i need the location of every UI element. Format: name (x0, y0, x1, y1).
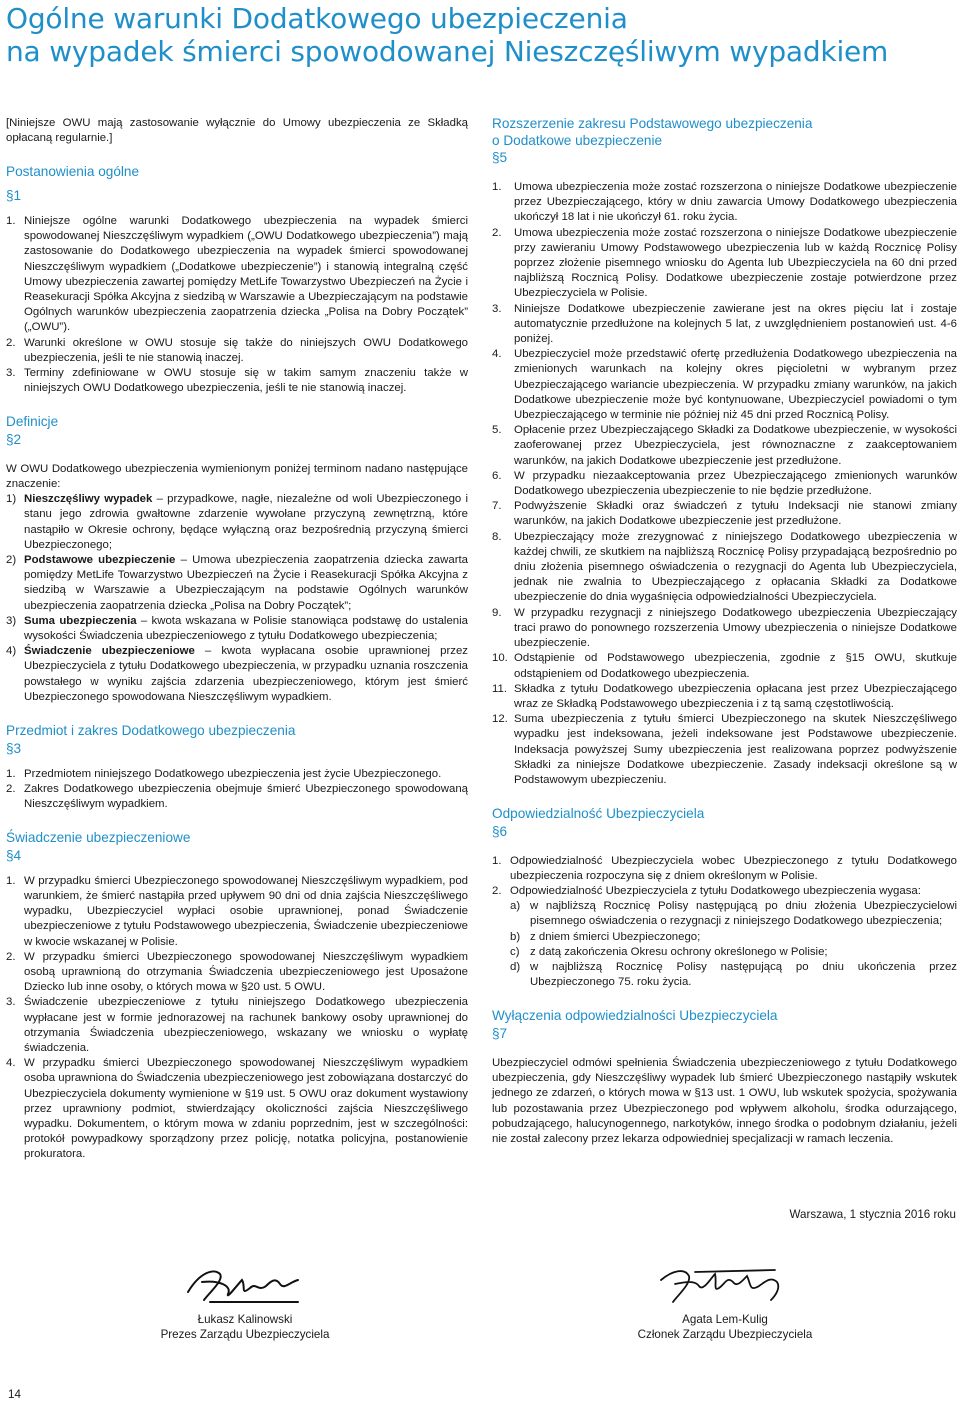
section-3-number: §3 (6, 740, 22, 756)
section-2-heading: Definicje (6, 414, 59, 430)
list-item: 3. Świadczenie ubezpieczeniowe z tytułu niniejszego Dodatkowego ubezpieczenia wypłacane jest w formie jednorazowej na rachunek bankowy osoby uprawnionej do otrzymania Świadczenia ubezpieczeniowego, wskazany we wniosku o wypłatę świadczenia. (6, 996, 468, 1054)
signatory-1-title: Prezes Zarządu Ubezpieczyciela (160, 1328, 330, 1341)
list-item: d) w najbliższą Rocznicę Polisy następującą po dniu ukończenia przez Ubezpieczonego 75. roku życia. (510, 961, 957, 989)
list-item: a) w najbliższą Rocznicę Polisy następującą po dniu złożenia Ubezpieczycielowi pisemnego oświadczenia o rezygnacji z niniejszego Dodatkowego ubezpieczenia; (510, 900, 957, 928)
list-item: 3. Niniejsze Dodatkowe ubezpieczenie zawierane jest na okres pięciu lat i zostaje automatycznie przedłużone na kolejnych 5 lat, z uwzględnieniem postanowień ust. 4-6 poniżej. (492, 302, 957, 346)
list-item: 1. W przypadku śmierci Ubezpieczonego spowodowanej Nieszczęśliwym wypadkiem, pod warunkiem, że śmierć nastąpiła przed upływem 90 dni od dnia zajścia Nieszczęśliwego wypadku, Ubezpieczyciel wypłaci osobie uprawnionej, ponad Świadczenie ubezpieczeniowe z tytułu Podstawowego ubezpieczenia, Świadczenie ubezpieczeniowe w kwocie wskazanej w Polisie. (6, 874, 468, 948)
place-date: Warszawa, 1 stycznia 2016 roku (789, 1208, 956, 1221)
section-7-text: Ubezpieczyciel odmówi spełnienia Świadczenia ubezpieczeniowego z tytułu Dodatkowego ubezpieczenia, gdy Nieszczęśliwy wypadek lub śmierć Ubezpieczonego nastąpiły wskutek jednego ze zdarzeń, o których mowa w §13 ust. 1 OWU, lub wskutek spożycia, spożywania lub pozostawania przez Ubezpieczonego pod wpływem alkoholu, środka odurzającego, pobudzającego, halucynogennego, narkotyków, innego środka o podobnym działaniu, jeżeli nie został zalecony przez lekarza odpowiedniej specjalizacji w ramach leczenia. (492, 1056, 957, 1145)
signatory-2-title: Członek Zarządu Ubezpieczyciela (637, 1328, 813, 1341)
list-item: 1. Umowa ubezpieczenia może zostać rozszerzona o niniejsze Dodatkowe ubezpieczenie przez Ubezpieczającego, który w dniu zawarcia Umowy Dodatkowego ubezpieczenia ukończył 18 lat i nie ukończył 61. roku życia. (492, 181, 957, 224)
page-number: 14 (8, 1388, 21, 1401)
list-item: 2. Odpowiedzialność Ubezpieczyciela z tytułu Dodatkowego ubezpieczenia wygasa: (492, 885, 921, 898)
list-item: 10. Odstąpienie od Podstawowego ubezpieczenia, zgodnie z §15 OWU, skutkuje odstąpieniem od Dodatkowego ubezpieczenia. (492, 652, 957, 680)
definition-item: 3) Suma ubezpieczenia – kwota wskazana w Polisie stanowiąca podstawę do ustalenia wysokości Świadczenia ubezpieczeniowego z tytułu Dodatkowego ubezpieczenia; (6, 614, 468, 643)
left-column (6, 116, 468, 1163)
section-6-heading: Odpowiedzialność Ubezpieczyciela (492, 806, 705, 822)
handwritten-signature-2 (655, 1262, 795, 1306)
list-item: 1. Niniejsze ogólne warunki Dodatkowego ubezpieczenia na wypadek śmierci spowodowanej Nieszczęśliwym wypadkiem („OWU Dodatkowego ubezpieczenia”) mają zastosowanie do Dodatkowego ubezpieczenia na wypadek śmierci spowodowanej Nieszczęśliwym wypadkiem („Dodatkowe ubezpieczenie”) i stanowią integralną część Umowy ubezpieczenia zawartej pomiędzy MetLife Towarzystwo Ubezpieczeń na Życie i Reasekuracji Spółka Akcyjna z siedzibą w Warszawie a Ubezpieczającym na podstawie Ogólnych warunków ubezpieczenia zaopatrzenia dziecka „Polisa na Dobry Początek” („OWU”). (6, 214, 468, 334)
definition-item: 4) Świadczenie ubezpieczeniowe – kwota wypłacana osobie uprawnionej przez Ubezpieczyciela z tytułu Dodatkowego ubezpieczenia, w przypadku uznania roszczenia powstałego w wyniku zajścia zdarzenia ubezpieczeniowego, którym jest śmierć Ubezpieczonego spowodowana Nieszczęśliwym wypadkiem. (6, 645, 469, 703)
definitions-list (6, 492, 468, 705)
signature-block-board-member (610, 1262, 840, 1342)
list-item: 2. Zakres Dodatkowego ubezpieczenia obejmuje śmierć Ubezpieczonego spowodowaną Nieszczęśliwym wypadkiem. (6, 782, 468, 810)
list-item: 2. Warunki określone w OWU stosuje się także do niniejszych OWU Dodatkowego ubezpieczenia, jeśli te nie stanowią inaczej. (6, 336, 468, 364)
right-column (492, 116, 957, 1147)
list-item: 9. W przypadku rezygnacji z niniejszego Dodatkowego ubezpieczenia Ubezpieczający traci prawo do ponownego rozszerzenia Umowy ubezpieczenia o niniejsze Dodatkowe ubezpieczenie. (492, 606, 957, 650)
list-item: 11. Składka z tytułu Dodatkowego ubezpieczenia opłacana jest przez Ubezpieczającego wraz ze Składką Podstawowego ubezpieczenia i z tą samą częstotliwością. (492, 682, 957, 710)
section-3-heading: Przedmiot i zakres Dodatkowego ubezpieczenia (6, 723, 296, 739)
section-2-intro: W OWU Dodatkowego ubezpieczenia wymienionym poniżej terminom nadano następujące znaczenie: (6, 462, 468, 491)
section-6-sublist (510, 899, 957, 990)
section-2-number: §2 (6, 431, 22, 447)
list-item: 4. Ubezpieczyciel może przedstawić ofertę przedłużenia Dodatkowego ubezpieczenia na zmienionych warunkach na kolejny okres pięcioletni w wybranym przez Ubezpieczającego wariancie ubezpieczenia. W przypadku zmiany warunków, na jakich Dodatkowe ubezpieczenie może być kontynuowane, Ubezpieczyciel powiadomi o tym Ubezpieczającego w terminie nie później niż 45 dni przed Rocznicą Polisy. (492, 348, 957, 422)
definition-term: Świadczenie ubezpieczeniowe (24, 645, 195, 658)
definition-term: Suma ubezpieczenia (24, 614, 137, 627)
section-1-heading: Postanowienia ogólne (6, 164, 140, 180)
handwritten-signature-1 (180, 1262, 310, 1306)
list-item: 1. Odpowiedzialność Ubezpieczyciela wobec Ubezpieczonego z tytułu Dodatkowego ubezpieczenia rozpoczyna się z dniem określonym w Polisie. (492, 854, 957, 882)
intro-note: [Niniejsze OWU mają zastosowanie wyłącznie do Umowy ubezpieczenia ze Składką opłacaną regularnie.] (6, 117, 468, 145)
section-4-number: §4 (6, 847, 22, 863)
signature-block-president (140, 1262, 350, 1342)
title-line-2: na wypadek śmierci spowodowanej Nieszczęśliwym wypadkiem (6, 35, 889, 68)
document-title (6, 2, 946, 68)
section-5-number: §5 (492, 150, 508, 165)
definition-item: 1) Nieszczęśliwy wypadek – przypadkowe, nagłe, niezależne od woli Ubezpieczonego i stanu jego zdrowia gwałtowne zdarzenie wywołane przyczyną zewnętrzną, które nastąpiło w Okresie ochrony, będące wyłączną oraz bezpośrednią przyczyną śmierci Ubezpieczonego; (6, 493, 469, 551)
section-7-heading: Wyłączenia odpowiedzialności Ubezpieczyciela (492, 1008, 778, 1024)
signatory-2-name: Agata Lem-Kulig (682, 1313, 768, 1326)
section-3-list (6, 767, 468, 813)
section-7-number: §7 (492, 1025, 508, 1041)
list-item: c) z datą zakończenia Okresu ochrony określonego w Polisie; (510, 945, 828, 958)
list-item: 5. Opłacenie przez Ubezpieczającego Składki za Dodatkowe ubezpieczenie, w wysokości zaoferowanej przez Ubezpieczyciela, jest równoznaczne z zaakceptowaniem warunków, na jakich Dodatkowe ubezpieczenie jest przedłużone. (492, 424, 957, 467)
list-item: 8. Ubezpieczający może zrezygnować z niniejszego Dodatkowego ubezpieczenia w każdej chwili, ze skutkiem na najbliższą Rocznicę Polisy przypadającą bezpośrednio po dniu złożenia pisemnego oświadczenia o rezygnacji do Agenta lub Ubezpieczyciela, jednak nie zwalnia to Ubezpieczającego z opłacania Składki za Dodatkowe ubezpieczenie do dnia wygaśnięcia odpowiedzialności Ubezpieczyciela. (492, 530, 957, 604)
list-item: 6. W przypadku niezaakceptowania przez Ubezpieczającego zmienionych warunków Dodatkowego ubezpieczenia ubezpieczenie to nie będzie przedłużone. (492, 469, 957, 498)
list-item: 7. Podwyższenie Składki oraz świadczeń z tytułu Indeksacji nie stanowi zmiany warunków, na jakich Dodatkowe ubezpieczenie jest przedłużone. (492, 500, 957, 528)
section-6-number: §6 (492, 823, 508, 839)
list-item: 1. Przedmiotem niniejszego Dodatkowego ubezpieczenia jest życie Ubezpieczonego. (6, 767, 442, 780)
section-6-list (492, 854, 957, 900)
list-item: 2. Umowa ubezpieczenia może zostać rozszerzona o niniejsze Dodatkowe ubezpieczenie przy zawieraniu Umowy Podstawowego ubezpieczenia lub w każdą Rocznicę Polisy poprzez złożenie pisemnego wniosku do Agenta lub Ubezpieczyciela na 60 dni przed najbliższą Rocznicą Polisy. Dodatkowe ubezpieczenie zostaje potwierdzone przez Ubezpieczyciela w Polisie. (492, 226, 957, 300)
list-item: 4. W przypadku śmierci Ubezpieczonego spowodowanej Nieszczęśliwym wypadkiem osoba uprawniona do Świadczenia ubezpieczeniowego jest zobowiązana dostarczyć do Ubezpieczyciela dokumenty wymienione w §19 ust. 5 OWU oraz dokument wystawiony przez uprawniony podmiot, stwierdzający okoliczności zajścia Nieszczęśliwego wypadku. Dokumentem, o którym mowa w zdaniu poprzednim, jest w szczególności: protokół powypadkowy sporządzony przez policję, notatka policyjna, postanowienie prokuratora. (6, 1057, 468, 1161)
section-1-list (6, 214, 468, 396)
definition-term: Podstawowe ubezpieczenie (24, 554, 176, 567)
definition-item: 2) Podstawowe ubezpieczenie – Umowa ubezpieczenia zaopatrzenia dziecka zawarta pomiędzy MetLife Towarzystwo Ubezpieczeń na Życie i Reasekuracji Spółka Akcyjna z siedzibą w Warszawie a Ubezpieczającym na podstawie Ogólnych warunków ubezpieczenia zaopatrzenia dziecka „Polisa na Dobry Początek”; (6, 554, 468, 612)
section-1-number: §1 (6, 187, 22, 203)
list-item: b) z dniem śmierci Ubezpieczonego; (510, 930, 701, 943)
list-item: 2. W przypadku śmierci Ubezpieczonego spowodowanej Nieszczęśliwym wypadkiem osobą uprawnioną do otrzymania Świadczenia ubezpieczeniowego jest Uposażone Dziecko lub inne osoby, o których mowa w §20 ust. 5 OWU. (6, 950, 468, 994)
list-item: 3. Terminy zdefiniowane w OWU stosuje się w takim samym znaczeniu także w niniejszych OWU Dodatkowego ubezpieczenia, jeśli te nie stanowią inaczej. (6, 366, 468, 395)
list-item: 12. Suma ubezpieczenia z tytułu śmierci Ubezpieczonego na skutek Nieszczęśliwego wypadku jest indeksowana, jeżeli indeksowane jest Podstawowe ubezpieczenie. Indeksacja powyższej Sumy ubezpieczenia jest realizowana poprzez podwyższenie Składki za niniejsze Dodatkowe ubezpieczenie. Zasady indeksacji określone są w Podstawowym ubezpieczeniu. (492, 713, 957, 786)
section-4-heading: Świadczenie ubezpieczeniowe (6, 830, 191, 846)
section-5-list (492, 180, 957, 788)
signatory-1-name: Łukasz Kalinowski (197, 1313, 293, 1326)
section-4-list (6, 874, 468, 1163)
section-5-heading: Rozszerzenie zakresu Podstawowego ubezpieczenia o Dodatkowe ubezpieczenie (492, 116, 813, 148)
title-line-1: Ogólne warunki Dodatkowego ubezpieczenia (6, 2, 628, 35)
definition-term: Nieszczęśliwy wypadek (24, 493, 153, 506)
